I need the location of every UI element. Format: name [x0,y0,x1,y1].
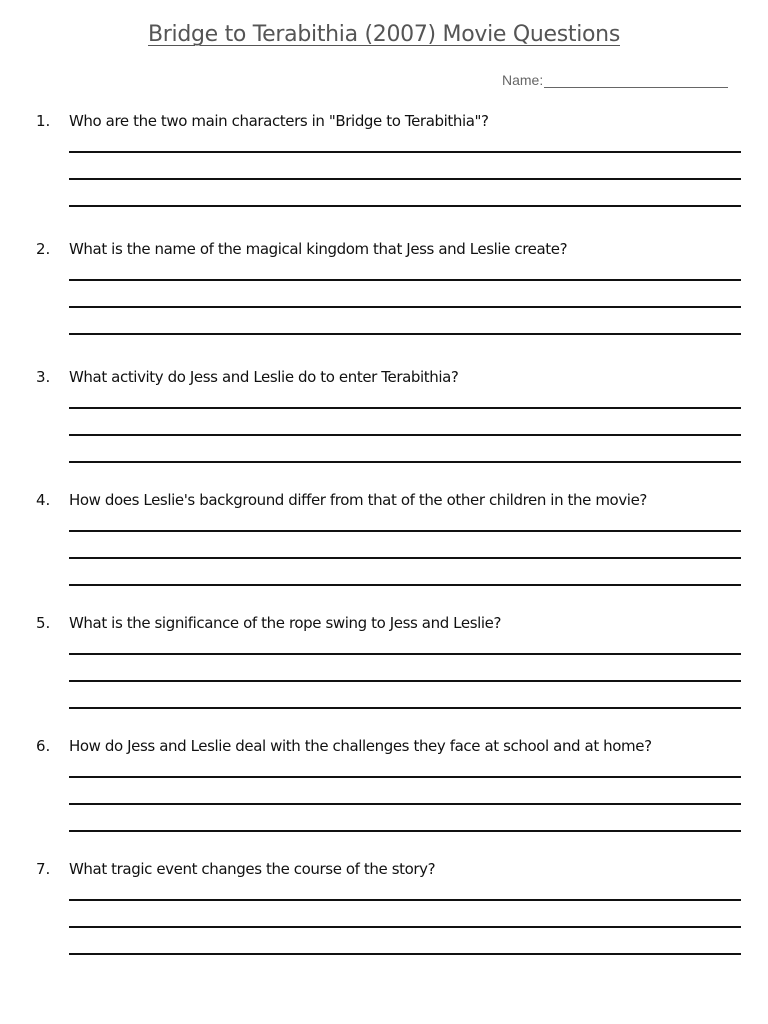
name-label: Name: [502,72,544,88]
question-text: What is the name of the magical kingdom that Jess and Leslie create? [69,240,568,258]
answer-line[interactable] [69,279,741,281]
answer-line[interactable] [69,407,741,409]
answer-line[interactable] [69,306,741,308]
question-number: 1. [36,112,51,130]
question-number: 7. [36,860,51,878]
answer-line[interactable] [69,178,741,180]
answer-line[interactable] [69,953,741,955]
answer-line[interactable] [69,205,741,207]
question-number: 6. [36,737,51,755]
question-text: What activity do Jess and Leslie do to enter Terabithia? [69,368,459,386]
question-number: 5. [36,614,51,632]
question-text: What tragic event changes the course of the story? [69,860,436,878]
answer-line[interactable] [69,830,741,832]
worksheet-title: Bridge to Terabithia (2007) Movie Questions [148,22,620,47]
answer-line[interactable] [69,653,741,655]
answer-line[interactable] [69,333,741,335]
answer-line[interactable] [69,707,741,709]
answer-line[interactable] [69,530,741,532]
answer-line[interactable] [69,151,741,153]
question-number: 3. [36,368,51,386]
name-blank-line[interactable] [544,73,728,88]
question-number: 2. [36,240,51,258]
answer-line[interactable] [69,899,741,901]
answer-line[interactable] [69,584,741,586]
answer-line[interactable] [69,461,741,463]
question-number: 4. [36,491,51,509]
answer-line[interactable] [69,803,741,805]
question-text: What is the significance of the rope swing to Jess and Leslie? [69,614,502,632]
name-field[interactable] [502,72,728,88]
answer-line[interactable] [69,926,741,928]
question-text: How do Jess and Leslie deal with the challenges they face at school and at home? [69,737,652,755]
answer-line[interactable] [69,680,741,682]
question-text: Who are the two main characters in "Bridge to Terabithia"? [69,112,489,130]
question-text: How does Leslie's background differ from that of the other children in the movie? [69,491,647,509]
answer-line[interactable] [69,434,741,436]
answer-line[interactable] [69,557,741,559]
answer-line[interactable] [69,776,741,778]
